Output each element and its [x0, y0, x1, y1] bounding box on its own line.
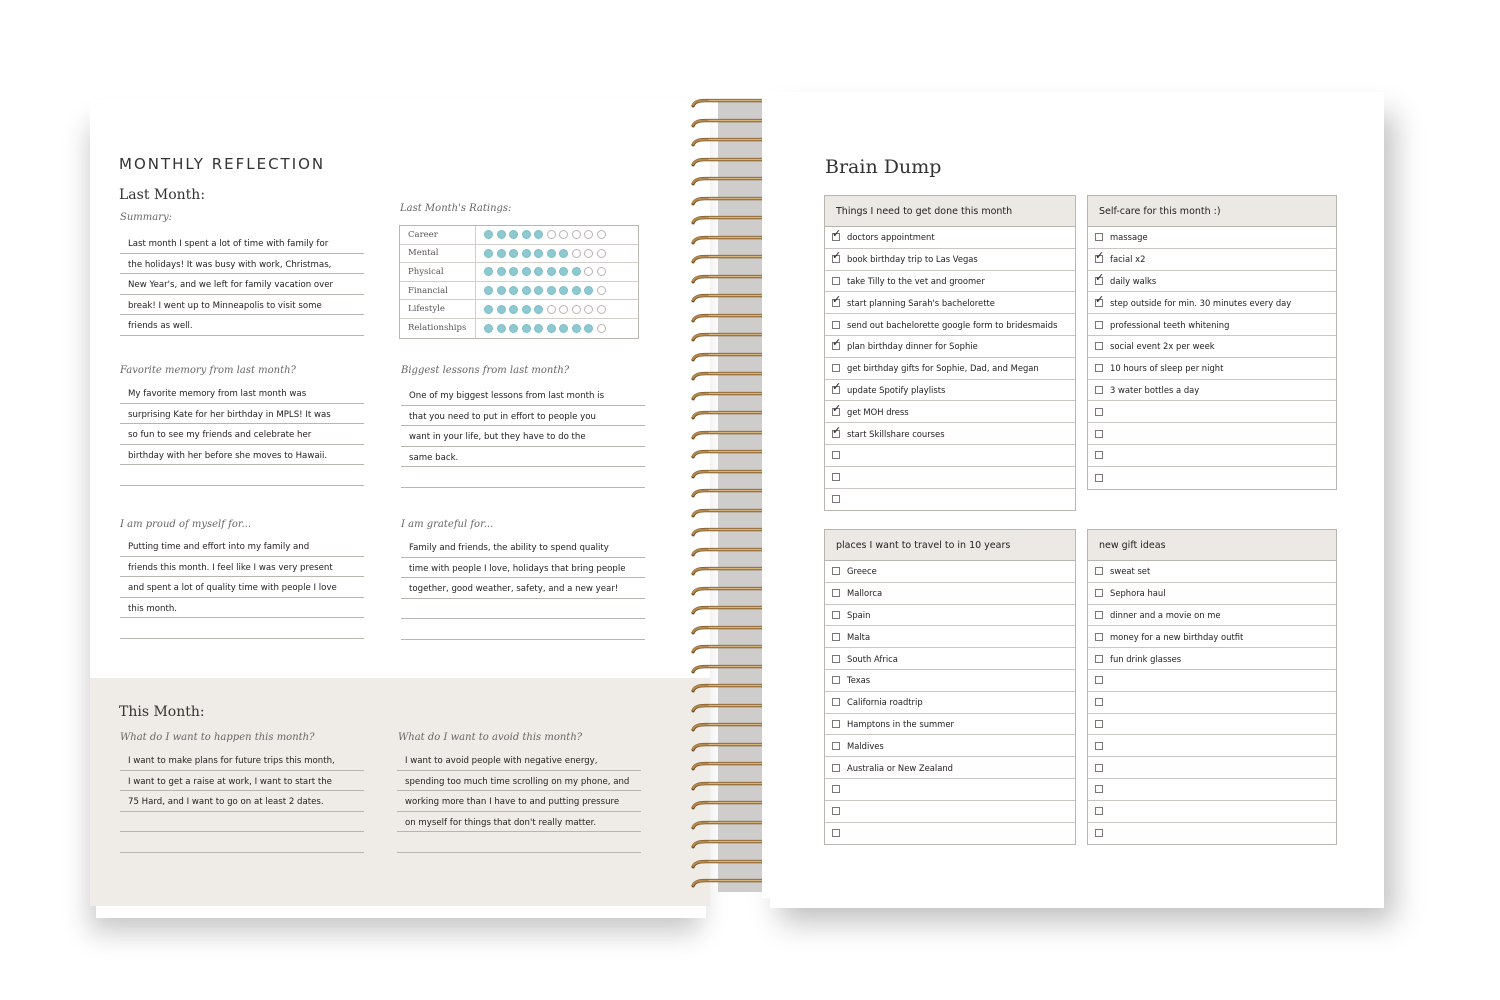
rating-dot-filled: [497, 286, 506, 295]
checklist-item: [825, 626, 1075, 648]
checked-checkbox-icon[interactable]: [832, 233, 840, 241]
checkbox-icon[interactable]: [1095, 321, 1103, 329]
checklist-item: [825, 583, 1075, 605]
checkbox-icon[interactable]: [1095, 720, 1103, 728]
checklist-item: [1088, 561, 1336, 583]
rating-dots: [476, 286, 606, 295]
rating-row: [400, 263, 638, 282]
checklist-item-text: 3 water bottles a day: [1110, 384, 1200, 395]
written-line: My favorite memory from last month was: [120, 383, 364, 404]
checkbox-icon[interactable]: [832, 742, 840, 750]
rating-dots: [476, 230, 606, 239]
written-line: break! I went up to Minneapolis to visit some: [120, 295, 364, 316]
checkbox-icon[interactable]: [832, 473, 840, 481]
checkbox-icon[interactable]: [1095, 829, 1103, 837]
checkbox-icon[interactable]: [832, 277, 840, 285]
rating-dot-filled: [509, 305, 518, 314]
written-line: friends as well.: [120, 315, 364, 336]
rating-label: Financial: [400, 282, 476, 300]
favorite-memory-label: Favorite memory from last month?: [120, 365, 296, 376]
checkbox-icon[interactable]: [1095, 451, 1103, 459]
checked-checkbox-icon[interactable]: [1095, 277, 1103, 285]
rating-dot-empty: [572, 249, 581, 258]
summary-label: Summary:: [120, 212, 173, 223]
checkbox-icon[interactable]: [832, 676, 840, 684]
checkbox-icon[interactable]: [1095, 342, 1103, 350]
checklist-item: [1088, 779, 1336, 801]
checklist-item: [825, 358, 1075, 380]
rating-dot-filled: [572, 267, 581, 276]
written-line: this month.: [120, 598, 364, 619]
checklist-item: [1088, 314, 1336, 336]
checklist-item: [825, 445, 1075, 467]
rating-row: [400, 245, 638, 264]
rating-dot-empty: [559, 230, 568, 239]
written-line: [401, 619, 645, 640]
checklist-item: [1088, 336, 1336, 358]
checklist-item: [1088, 714, 1336, 736]
rating-dot-filled: [559, 286, 568, 295]
written-line: [120, 812, 364, 833]
rating-dot-filled: [547, 324, 556, 333]
checklist-item-text: get birthday gifts for Sophie, Dad, and Megan: [847, 363, 1039, 374]
avoid-lines: [397, 750, 641, 853]
rating-dot-filled: [534, 249, 543, 258]
written-line: and spent a lot of quality time with people I love: [120, 577, 364, 598]
rating-dot-filled: [484, 267, 493, 276]
checklist-item-text: start Skillshare courses: [847, 428, 945, 439]
summary-lines: [120, 233, 364, 336]
checkbox-icon[interactable]: [1095, 698, 1103, 706]
written-line: Family and friends, the ability to spend quality: [401, 537, 645, 558]
checklist-item: [1088, 648, 1336, 670]
rating-label: Physical: [400, 263, 476, 281]
checklist-item-text: start planning Sarah's bachelorette: [847, 297, 995, 308]
checklist-item: [825, 714, 1075, 736]
rating-dot-empty: [572, 230, 581, 239]
rating-dot-filled: [484, 230, 493, 239]
checkbox-icon[interactable]: [1095, 655, 1103, 663]
checked-checkbox-icon[interactable]: [832, 255, 840, 263]
written-line: [401, 467, 645, 488]
rating-label: Lifestyle: [400, 300, 476, 318]
checklist-item: [1088, 692, 1336, 714]
rating-dot-filled: [484, 286, 493, 295]
rating-dots: [476, 249, 606, 258]
written-line: friends this month. I feel like I was very present: [120, 557, 364, 578]
checklist-item: [1088, 358, 1336, 380]
checklist-item-text: Sephora haul: [1110, 588, 1166, 599]
grateful-lines: [401, 537, 645, 640]
checklist-item-text: California roadtrip: [847, 697, 923, 708]
rating-dot-filled: [484, 305, 493, 314]
rating-dot-empty: [597, 230, 606, 239]
checklist-item: [1088, 583, 1336, 605]
rating-dots: [476, 267, 606, 276]
rating-row: [400, 226, 638, 245]
rating-dot-empty: [597, 305, 606, 314]
checklist-item-text: step outside for min. 30 minutes every day: [1110, 297, 1292, 308]
checkbox-icon[interactable]: [832, 321, 840, 329]
checklist-item-text: doctors appointment: [847, 232, 935, 243]
checked-checkbox-icon[interactable]: [832, 299, 840, 307]
checklist-item-text: Malta: [847, 631, 871, 642]
gifts-box: [1087, 529, 1337, 845]
checklist-item-text: facial x2: [1110, 254, 1146, 265]
checklist-item: [1088, 823, 1336, 845]
rating-dot-filled: [559, 249, 568, 258]
checklist-item: [1088, 227, 1336, 249]
rating-dot-filled: [522, 305, 531, 314]
right-page: [762, 92, 1384, 898]
checklist-item-text: sweat set: [1110, 566, 1151, 577]
rating-dot-empty: [597, 249, 606, 258]
checkbox-icon[interactable]: [832, 633, 840, 641]
checkbox-icon[interactable]: [1095, 364, 1103, 372]
rating-dot-filled: [522, 324, 531, 333]
checked-checkbox-icon[interactable]: [832, 386, 840, 394]
checklist-item: [825, 271, 1075, 293]
rating-dots: [476, 305, 606, 314]
checkbox-icon[interactable]: [1095, 567, 1103, 575]
checklist-item-text: book birthday trip to Las Vegas: [847, 254, 978, 265]
checklist-item: [825, 336, 1075, 358]
checklist-item: [1088, 467, 1336, 489]
checkbox-icon[interactable]: [832, 655, 840, 663]
checkbox-icon[interactable]: [1095, 611, 1103, 619]
checked-checkbox-icon[interactable]: [832, 430, 840, 438]
checklist-item: [825, 801, 1075, 823]
rating-dot-filled: [522, 267, 531, 276]
checklist-item: [825, 757, 1075, 779]
checkbox-icon[interactable]: [1095, 386, 1103, 394]
written-line: on myself for things that don't really matter.: [397, 812, 641, 833]
rating-dot-filled: [509, 230, 518, 239]
checkbox-icon[interactable]: [832, 829, 840, 837]
checkbox-icon[interactable]: [832, 764, 840, 772]
written-line: One of my biggest lessons from last month is: [401, 385, 645, 406]
rating-dot-empty: [597, 324, 606, 333]
checkbox-icon[interactable]: [832, 451, 840, 459]
checklist-item-text: professional teeth whitening: [1110, 319, 1230, 330]
rating-dot-filled: [497, 305, 506, 314]
checkbox-icon[interactable]: [1095, 676, 1103, 684]
checklist-item-text: Hamptons in the summer: [847, 718, 954, 729]
written-line: [120, 832, 364, 853]
checklist-item: [825, 249, 1075, 271]
checkbox-icon[interactable]: [832, 807, 840, 815]
written-line: surprising Kate for her birthday in MPLS! It was: [120, 404, 364, 425]
rating-dots: [476, 324, 606, 333]
checklist-item-text: Texas: [847, 675, 871, 686]
rating-dot-empty: [584, 267, 593, 276]
rating-row: [400, 300, 638, 319]
rating-dot-filled: [534, 267, 543, 276]
checklist-item: [1088, 801, 1336, 823]
selfcare-box: [1087, 195, 1337, 490]
checkbox-icon[interactable]: [1095, 474, 1103, 482]
checkbox-icon[interactable]: [1095, 742, 1103, 750]
checklist-item: [1088, 271, 1336, 293]
rating-dot-empty: [584, 230, 593, 239]
written-line: same back.: [401, 447, 645, 468]
proud-lines: [120, 536, 364, 639]
checkbox-icon[interactable]: [832, 720, 840, 728]
checklist-item-text: Maldives: [847, 740, 884, 751]
checklist-item: [1088, 249, 1336, 271]
checkbox-icon[interactable]: [832, 785, 840, 793]
written-line: together, good weather, safety, and a new year!: [401, 578, 645, 599]
checklist-item-text: take Tilly to the vet and groomer: [847, 275, 985, 286]
box-header: places I want to travel to in 10 years: [825, 530, 1075, 561]
checklist-item: [1088, 735, 1336, 757]
written-line: so fun to see my friends and celebrate her: [120, 424, 364, 445]
checklist-item: [1088, 757, 1336, 779]
checklist-item: [1088, 605, 1336, 627]
written-line: [120, 618, 364, 639]
rating-dot-filled: [509, 267, 518, 276]
checklist-item: [825, 423, 1075, 445]
this-month-heading: This Month:: [119, 704, 205, 720]
rating-label: Mental: [400, 245, 476, 263]
written-line: 75 Hard, and I want to go on at least 2 dates.: [120, 791, 364, 812]
page-title: MONTHLY REFLECTION: [119, 155, 326, 173]
written-line: Last month I spent a lot of time with family for: [120, 233, 364, 254]
written-line: birthday with her before she moves to Hawaii.: [120, 445, 364, 466]
checklist-item: [825, 380, 1075, 402]
checkbox-icon[interactable]: [832, 364, 840, 372]
written-line: that you need to put in effort to people you: [401, 406, 645, 427]
left-page: [90, 100, 710, 906]
rating-dot-filled: [584, 286, 593, 295]
checklist-item-text: send out bachelorette google form to bridesmaids: [847, 319, 1058, 330]
checklist-item: [1088, 380, 1336, 402]
rating-dot-filled: [559, 324, 568, 333]
checklist-item: [825, 823, 1075, 845]
checklist-item-text: Greece: [847, 566, 877, 577]
written-line: want in your life, but they have to do the: [401, 426, 645, 447]
rating-row: [400, 319, 638, 338]
proud-label: I am proud of myself for...: [120, 519, 252, 530]
checklist-item: [825, 467, 1075, 489]
box-header: Things I need to get done this month: [825, 196, 1075, 227]
rating-dot-filled: [497, 249, 506, 258]
favorite-memory-lines: [120, 383, 364, 486]
checklist-item: [825, 401, 1075, 423]
rating-dot-filled: [572, 286, 581, 295]
checklist-item: [1088, 626, 1336, 648]
checklist-item-text: 10 hours of sleep per night: [1110, 363, 1224, 374]
checklist-item-text: dinner and a movie on me: [1110, 609, 1221, 620]
rating-dot-filled: [534, 230, 543, 239]
checklist-item: [825, 561, 1075, 583]
rating-dot-filled: [509, 324, 518, 333]
rating-dot-empty: [572, 305, 581, 314]
rating-label: Relationships: [400, 319, 476, 338]
ratings-label: Last Month's Ratings:: [400, 203, 512, 214]
rating-dot-filled: [484, 249, 493, 258]
checkbox-icon[interactable]: [832, 567, 840, 575]
rating-dot-empty: [584, 249, 593, 258]
rating-dot-filled: [484, 324, 493, 333]
checkbox-icon[interactable]: [1095, 430, 1103, 438]
written-line: [120, 465, 364, 486]
rating-row: [400, 282, 638, 301]
rating-dot-filled: [522, 286, 531, 295]
checkbox-icon[interactable]: [1095, 233, 1103, 241]
checklist-item-text: daily walks: [1110, 275, 1157, 286]
checklist-item: [825, 292, 1075, 314]
checklist-item-text: South Africa: [847, 653, 898, 664]
written-line: [401, 599, 645, 620]
checkbox-icon[interactable]: [832, 611, 840, 619]
checklist-item-text: social event 2x per week: [1110, 341, 1215, 352]
checklist-item-text: Australia or New Zealand: [847, 762, 953, 773]
todo-box: [824, 195, 1076, 511]
checklist-item: [825, 692, 1075, 714]
rating-dot-filled: [584, 324, 593, 333]
checklist-item-text: massage: [1110, 232, 1148, 243]
checklist-item-text: get MOH dress: [847, 406, 909, 417]
travel-box: [824, 529, 1076, 845]
checked-checkbox-icon[interactable]: [832, 408, 840, 416]
rating-dot-empty: [559, 305, 568, 314]
written-line: time with people I love, holidays that bring people: [401, 558, 645, 579]
rating-dot-filled: [547, 286, 556, 295]
rating-dot-filled: [534, 286, 543, 295]
written-line: [397, 832, 641, 853]
checklist-item: [825, 605, 1075, 627]
rating-dot-empty: [584, 305, 593, 314]
checkbox-icon[interactable]: [832, 495, 840, 503]
rating-dot-filled: [522, 249, 531, 258]
checklist-item: [1088, 423, 1336, 445]
happen-label: What do I want to happen this month?: [120, 732, 315, 743]
box-header: new gift ideas: [1088, 530, 1336, 561]
checkbox-icon[interactable]: [832, 589, 840, 597]
checklist-item: [825, 314, 1075, 336]
rating-dot-filled: [509, 286, 518, 295]
checkbox-icon[interactable]: [1095, 764, 1103, 772]
lessons-lines: [401, 385, 645, 488]
rating-dot-empty: [547, 230, 556, 239]
checklist-item: [1088, 445, 1336, 467]
written-line: the holidays! It was busy with work, Christmas,: [120, 254, 364, 275]
rating-dot-filled: [547, 249, 556, 258]
checklist-item-text: Mallorca: [847, 588, 883, 599]
checkbox-icon[interactable]: [1095, 785, 1103, 793]
written-line: spending too much time scrolling on my phone, and: [397, 771, 641, 792]
avoid-label: What do I want to avoid this month?: [398, 732, 583, 743]
rating-dot-filled: [559, 267, 568, 276]
rating-dot-filled: [547, 267, 556, 276]
rating-dot-filled: [497, 267, 506, 276]
rating-dot-filled: [522, 230, 531, 239]
checkbox-icon[interactable]: [1095, 633, 1103, 641]
written-line: I want to get a raise at work, I want to start the: [120, 771, 364, 792]
checklist-item: [1088, 292, 1336, 314]
last-month-heading: Last Month:: [119, 187, 206, 203]
written-line: I want to avoid people with negative energy,: [397, 750, 641, 771]
checklist-item-text: update Spotify playlists: [847, 384, 946, 395]
checklist-item-text: fun drink glasses: [1110, 653, 1182, 664]
checked-checkbox-icon[interactable]: [1095, 299, 1103, 307]
written-line: working more than I have to and putting pressure: [397, 791, 641, 812]
written-line: New Year's, and we left for family vacation over: [120, 274, 364, 295]
rating-dot-filled: [497, 230, 506, 239]
rating-dot-filled: [572, 324, 581, 333]
checklist-item: [825, 670, 1075, 692]
happen-lines: [120, 750, 364, 853]
checkbox-icon[interactable]: [832, 698, 840, 706]
grateful-label: I am grateful for...: [401, 519, 494, 530]
checkbox-icon[interactable]: [1095, 807, 1103, 815]
checklist-item: [825, 735, 1075, 757]
rating-dot-empty: [597, 286, 606, 295]
rating-label: Career: [400, 226, 476, 244]
rating-dot-filled: [509, 249, 518, 258]
lessons-label: Biggest lessons from last month?: [401, 365, 570, 376]
checklist-item: [1088, 670, 1336, 692]
written-line: I want to make plans for future trips this month,: [120, 750, 364, 771]
checked-checkbox-icon[interactable]: [1095, 255, 1103, 263]
checked-checkbox-icon[interactable]: [832, 342, 840, 350]
checklist-item: [825, 489, 1075, 511]
rating-dot-filled: [534, 324, 543, 333]
checklist-item: [825, 227, 1075, 249]
checklist-item-text: Spain: [847, 609, 871, 620]
rating-dot-filled: [497, 324, 506, 333]
checklist-item-text: plan birthday dinner for Sophie: [847, 341, 978, 352]
checkbox-icon[interactable]: [1095, 589, 1103, 597]
box-header: Self-care for this month :): [1088, 196, 1336, 227]
checkbox-icon[interactable]: [1095, 408, 1103, 416]
checklist-item-text: money for a new birthday outfit: [1110, 631, 1244, 642]
ratings-table: [399, 225, 639, 339]
rating-dot-filled: [534, 305, 543, 314]
brain-dump-title: Brain Dump: [825, 156, 942, 178]
checklist-item: [1088, 401, 1336, 423]
rating-dot-empty: [547, 305, 556, 314]
written-line: Putting time and effort into my family and: [120, 536, 364, 557]
checklist-item: [825, 779, 1075, 801]
checklist-item: [825, 648, 1075, 670]
rating-dot-empty: [597, 267, 606, 276]
